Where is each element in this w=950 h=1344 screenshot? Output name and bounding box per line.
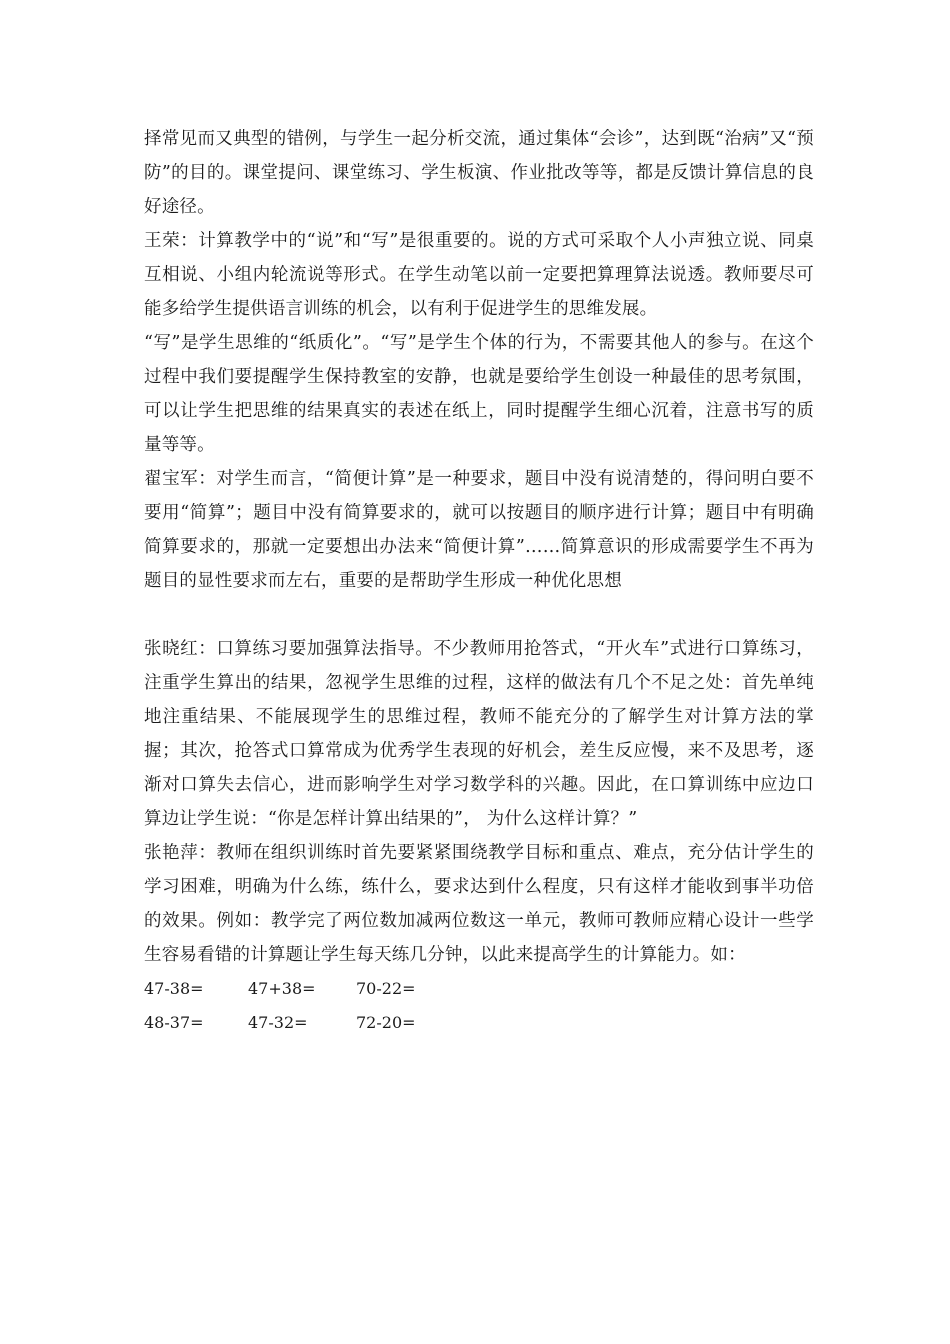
exercise-item: 47-38= bbox=[144, 979, 204, 998]
exercise-item: 70-22= bbox=[356, 979, 416, 998]
document-page bbox=[144, 122, 814, 1040]
paragraph-zhang-xiaohong: 张晓红：口算练习要加强算法指导。不少教师用抢答式，“开火车”式进行口算练习，注重学生算出的结果，忽视学生思维的过程，这样的做法有几个不足之处：首先单纯地注重结果、不能展现学生的思维过程，教师不能充分的了解学生对计算方法的掌握；其次，抢答式口算常成为优秀学生表现的好机会，差生反应慢，来不及思考，逐渐对口算失去信心，进而影响学生对学习数学科的兴趣。因此，在口算训练中应边口算边让学生说：“你是怎样计算出结果的”， 为什么这样计算？” bbox=[144, 639, 814, 829]
exercise-row bbox=[144, 1006, 814, 1040]
paragraph-wang-rong: 王荣：计算教学中的“说”和“写”是很重要的。说的方式可采取个人小声独立说、同桌互相说、小组内轮流说等形式。在学生动笔以前一定要把算理算法说透。教师要尽可能多给学生提供语言训练的机会，以有利于促进学生的思维发展。 bbox=[144, 231, 814, 319]
paragraph-zhang-yanping: 张艳萍：教师在组织训练时首先要紧紧围绕教学目标和重点、难点，充分估计学生的学习困难，明确为什么练，练什么，要求达到什么程度，只有这样才能收到事半功倍的效果。例如：教学完了两位数加减两位数这一单元，教师可教师应精心设计一些学生容易看错的计算题让学生每天练几分钟，以此来提高学生的计算能力。如： bbox=[144, 843, 814, 965]
exercise-item: 72-20= bbox=[356, 1013, 416, 1032]
blank-line bbox=[144, 598, 814, 632]
paragraph-writing: “写”是学生思维的“纸质化”。“写”是学生个体的行为，不需要其他人的参与。在这个过程中我们要提醒学生保持教室的安静，也就是要给学生创设一种最佳的思考氛围，可以让学生把思维的结果真实的表述在纸上，同时提醒学生细心沉着，注意书写的质量等等。 bbox=[144, 333, 814, 455]
exercise-item: 47-32= bbox=[248, 1013, 308, 1032]
exercise-item: 48-37= bbox=[144, 1013, 204, 1032]
paragraph-feedback: 择常见而又典型的错例，与学生一起分析交流，通过集体“会诊”，达到既“治病”又“预防”的目的。课堂提问、课堂练习、学生板演、作业批改等等，都是反馈计算信息的良好途径。 bbox=[144, 129, 814, 217]
paragraph-zhai-baojun: 翟宝军：对学生而言，“简便计算”是一种要求，题目中没有说清楚的，得问明白要不要用“简算”；题目中没有简算要求的，就可以按题目的顺序进行计算；题目中有明确简算要求的，那就一定要想出办法来“简便计算”……简算意识的形成需要学生不再为题目的显性要求而左右，重要的是帮助学生形成一种优化思想 bbox=[144, 469, 814, 591]
exercise-row bbox=[144, 972, 814, 1006]
exercise-item: 47+38= bbox=[248, 979, 316, 998]
